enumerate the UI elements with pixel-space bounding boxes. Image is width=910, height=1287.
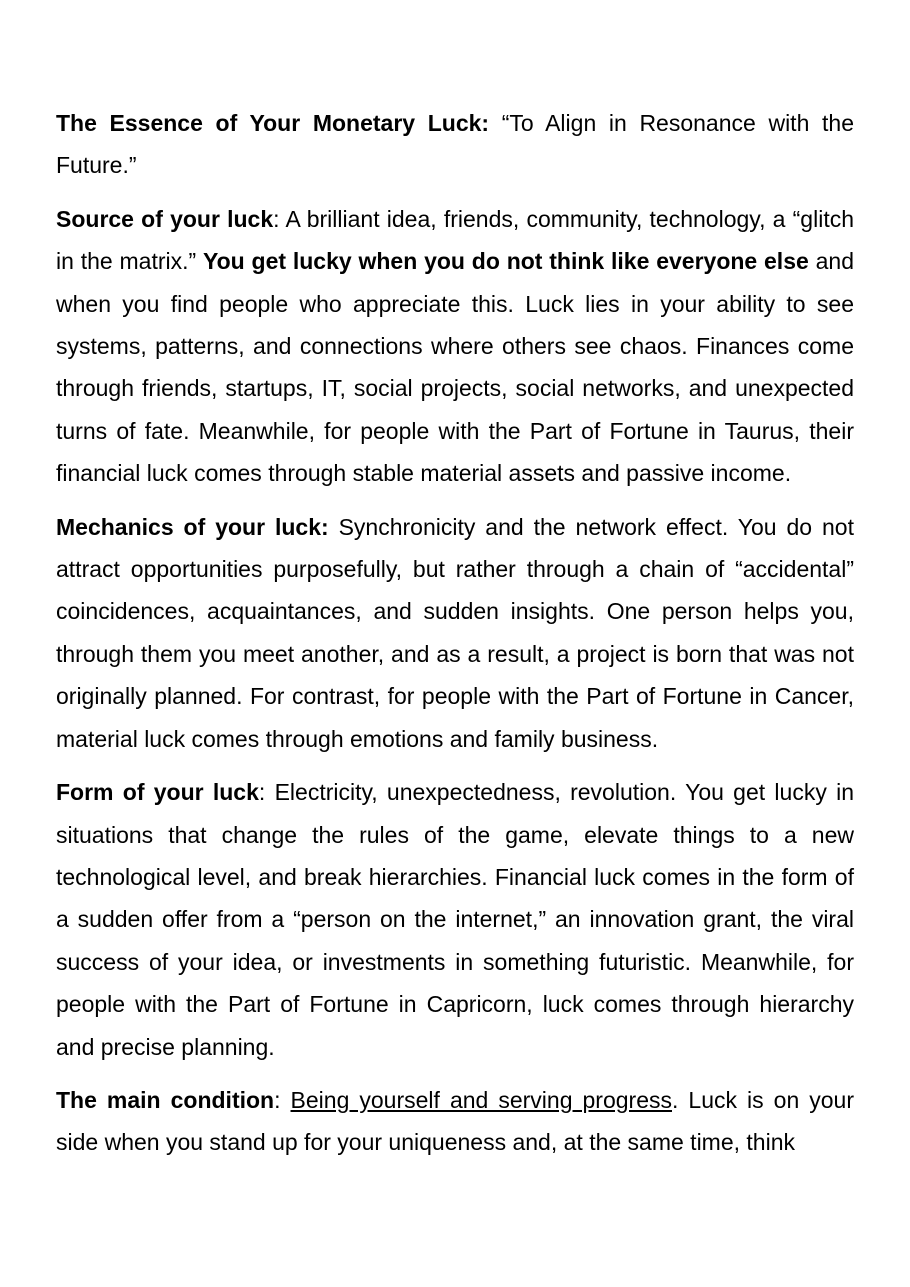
document-page — [56, 102, 854, 1175]
paragraph-form — [56, 771, 854, 1068]
condition-label: The main condition — [56, 1086, 275, 1113]
essence-text: “To Align in Resonance with the Future.” — [56, 110, 854, 179]
paragraph-mechanics — [56, 506, 854, 760]
form-label: Form of your luck — [56, 779, 259, 806]
condition-underlined: Being yourself and serving progress — [290, 1086, 672, 1113]
form-text: : Electricity, unexpectedness, revolution. You get lucky in situations that change the rules of the game, elevate things to a new technological level, and break hierarchies. Financial luck comes in the form of a sudden offer from a “person on the internet,” an innovation grant, the viral success of your idea, or investments in something futuristic. Meanwhile, for people with the Part of Fortune in Capricorn, luck comes through hierarchy and precise planning. — [56, 779, 854, 1060]
source-label: Source of your luck — [56, 205, 274, 232]
paragraph-condition — [56, 1079, 854, 1164]
condition-text: . Luck is on your side when you stand up for your uniqueness and, at the same time, think — [56, 1086, 855, 1156]
paragraph-source — [56, 198, 854, 495]
source-text-2: and when you find people who appreciate this. Luck lies in your ability to see systems, patterns, and connections where others see chaos. Finances come through friends, startups, IT, social projects, social networks, and unexpected turns of fate. Meanwhile, for people with the Part of Fortune in Taurus, their financial luck comes through stable material assets and passive income. — [56, 248, 854, 487]
condition-separator: : — [274, 1086, 291, 1113]
essence-label: The Essence of Your Monetary Luck: — [56, 110, 490, 136]
source-emphasis: You get lucky when you do not think like everyone else — [202, 248, 809, 275]
mechanics-label: Mechanics of your luck: — [56, 513, 329, 540]
paragraph-essence — [56, 102, 854, 187]
source-text-1: : A brilliant idea, friends, community, technology, a “glitch in the matrix.” — [56, 205, 854, 275]
mechanics-text: Synchronicity and the network effect. You do not attract opportunities purposefully, but rather through a chain of “accidental” coincidences, acquaintances, and sudden insights. One person helps you, through them you meet another, and as a result, a project is born that was not originally planned. For contrast, for people with the Part of Fortune in Cancer, material luck comes through emotions and family business. — [56, 513, 854, 752]
